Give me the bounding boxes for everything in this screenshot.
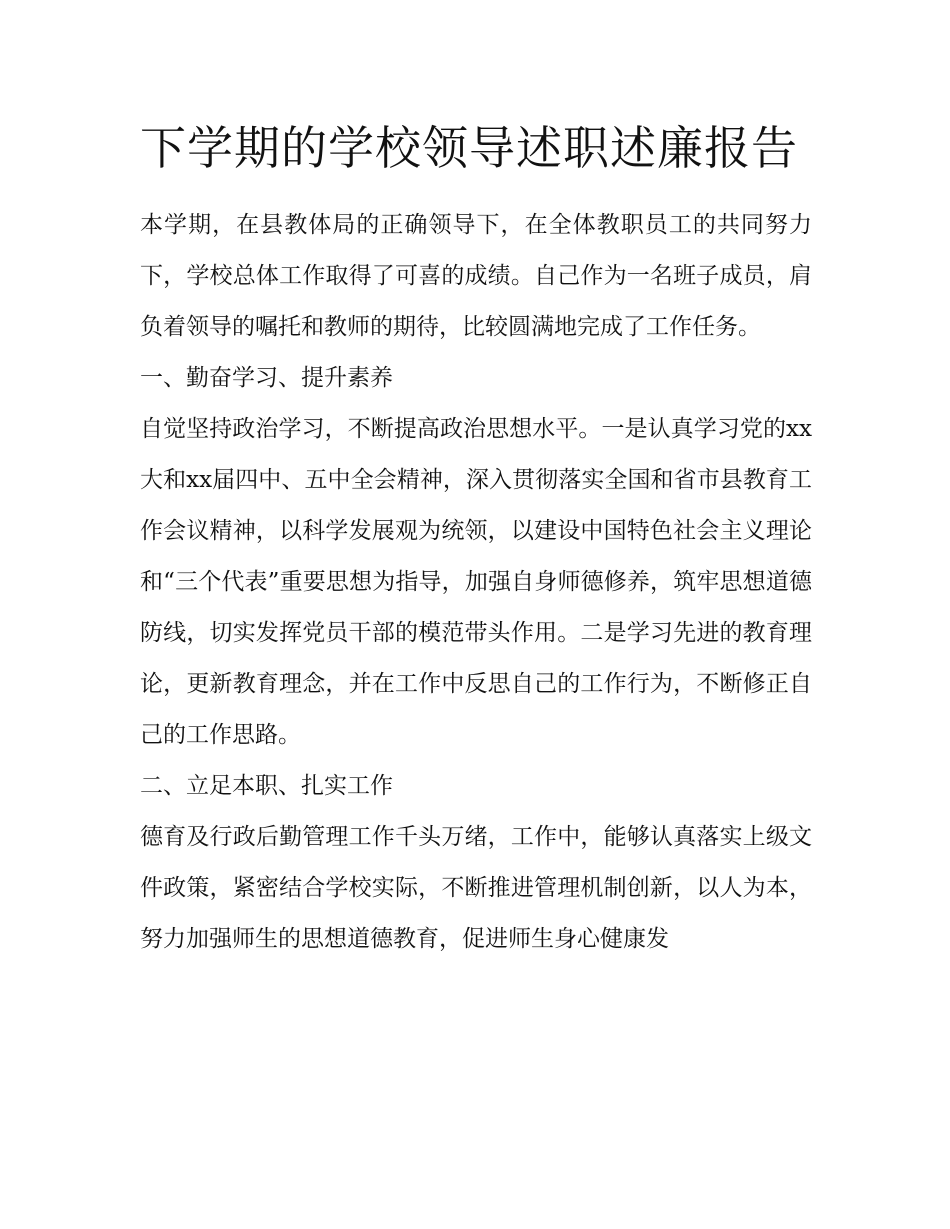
document-body	[140, 118, 812, 965]
section-heading-2: 二、立足本职、扎实工作	[140, 773, 393, 799]
intro-paragraph: 本学期，在县教体局的正确领导下，在全体教职员工的共同努力下，学校总体工作取得了可喜的成绩。自己作为一名班子成员，肩负着领导的嘱托和教师的期待，比较圆满地完成了工作任务。	[140, 212, 812, 340]
section-2-paragraph: 德育及行政后勤管理工作千头万绪，工作中，能够认真落实上级文件政策，紧密结合学校实际，不断推进管理机制创新，以人为本，努力加强师生的思想道德教育，促进师生身心健康发	[140, 824, 812, 952]
title-spacer	[140, 178, 812, 200]
section-1-paragraph: 自觉坚持政治学习，不断提高政治思想水平。一是认真学习党的xx大和xx届四中、五中全会精神，深入贯彻落实全国和省市县教育工作会议精神，以科学发展观为统领，以建设中国特色社会主义理论和“三个代表”重要思想为指导，加强自身师德修养，筑牢思想道德防线，切实发挥党员干部的模范带头作用。二是学习先进的教育理论，更新教育理念，并在工作中反思自己的工作行为，不断修正自己的工作思路。	[140, 416, 812, 748]
document-title: 下学期的学校领导述职述廉报告	[140, 121, 798, 175]
section-heading-1: 一、勤奋学习、提升素养	[140, 365, 393, 391]
